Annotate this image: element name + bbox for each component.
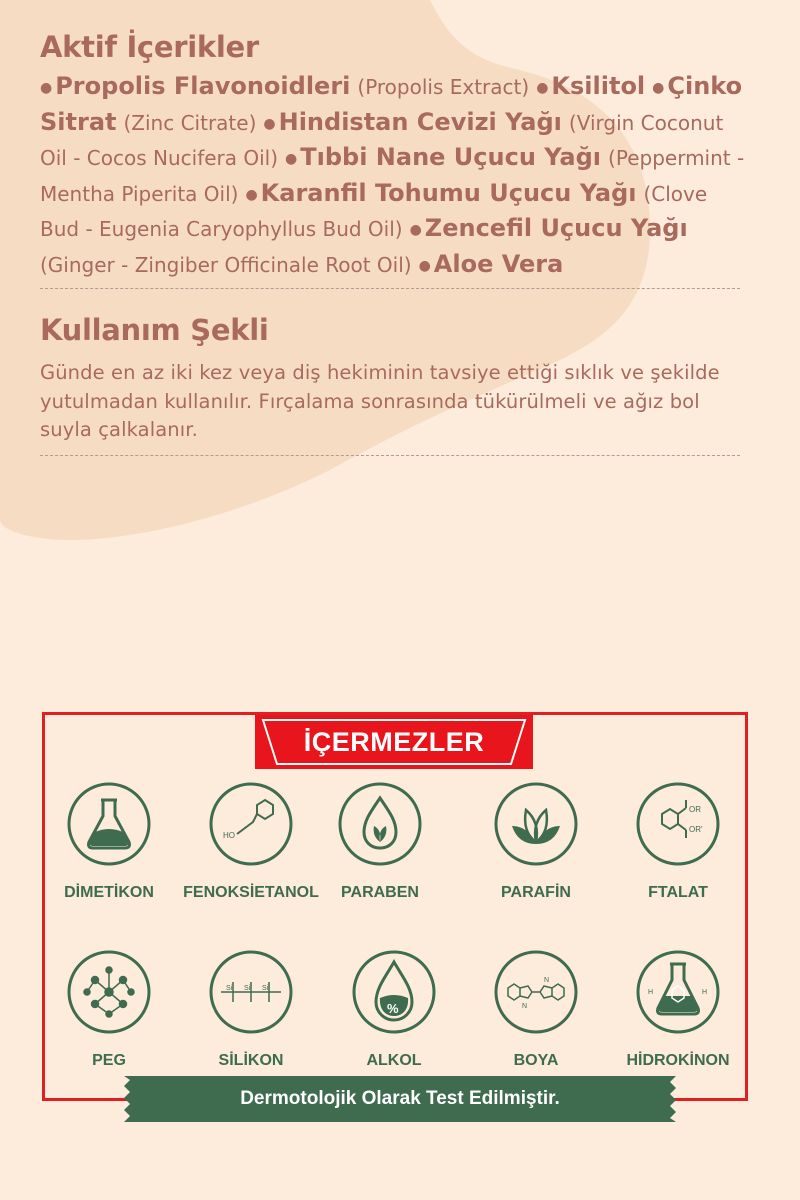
svg-text:N: N bbox=[544, 977, 550, 984]
bullet-icon: ● bbox=[536, 80, 549, 96]
ingredient-inci: (Zinc Citrate) bbox=[123, 110, 257, 135]
exclude-label: PARAFİN bbox=[501, 884, 571, 901]
ingredient-item bbox=[536, 72, 646, 100]
exclude-label: SİLİKON bbox=[218, 1052, 284, 1069]
drop-leaf-icon bbox=[338, 782, 422, 866]
flask-icon bbox=[67, 782, 151, 866]
ingredient-item bbox=[418, 249, 564, 278]
ingredients-title: Aktif İçerikler bbox=[40, 30, 259, 64]
exclude-item bbox=[176, 950, 326, 1070]
divider bbox=[40, 455, 740, 456]
ingredient-inci: (Ginger - Zingiber Officinale Root Oil) bbox=[40, 252, 412, 277]
exclude-item bbox=[176, 782, 326, 902]
exclude-item bbox=[461, 950, 611, 1070]
exclude-item bbox=[603, 950, 753, 1070]
footer-text: Dermotolojik Olarak Test Edilmiştir. bbox=[240, 1088, 560, 1109]
exclude-item bbox=[305, 782, 455, 902]
ingredient-inci: (Peppermint - Mentha Piperita Oil) bbox=[40, 146, 745, 206]
svg-text:N: N bbox=[522, 1003, 528, 1010]
exclude-label: BOYA bbox=[513, 1052, 559, 1069]
exclude-item bbox=[603, 782, 753, 902]
ingredient-inci: (Propolis Extract) bbox=[357, 75, 530, 99]
exclude-label: PEG bbox=[92, 1052, 126, 1069]
bullet-icon: ● bbox=[285, 151, 298, 167]
svg-text:%: % bbox=[387, 1001, 399, 1016]
svg-text:OR: OR bbox=[689, 805, 701, 814]
exclude-label: PARABEN bbox=[341, 884, 419, 901]
svg-text:H: H bbox=[648, 989, 654, 996]
exclude-item bbox=[461, 782, 611, 902]
ingredient-item bbox=[40, 72, 530, 100]
dye-molecule-icon bbox=[494, 950, 578, 1034]
svg-text:Si: Si bbox=[262, 985, 269, 992]
bullet-icon: ● bbox=[418, 257, 431, 274]
excludes-title: İÇERMEZLER bbox=[303, 727, 485, 757]
exclude-label: DİMETİKON bbox=[64, 884, 154, 901]
phenoxyethanol-molecule-icon bbox=[209, 782, 293, 866]
ingredient-name: Çinko Sitrat bbox=[40, 72, 743, 136]
divider bbox=[40, 288, 740, 289]
svg-text:HO: HO bbox=[223, 831, 235, 840]
main-content bbox=[40, 30, 745, 456]
svg-text:H: H bbox=[702, 989, 708, 996]
ingredient-name: Propolis Flavonoidleri bbox=[55, 72, 351, 100]
exclude-label: FTALAT bbox=[648, 884, 708, 901]
bullet-icon: ● bbox=[245, 186, 258, 203]
excludes-banner bbox=[255, 715, 533, 769]
bullet-icon: ● bbox=[652, 80, 665, 96]
alcohol-drop-icon bbox=[352, 950, 436, 1034]
leaves-icon bbox=[494, 782, 578, 866]
bullet-icon: ● bbox=[263, 115, 276, 132]
ingredient-inci: (Clove Bud - Eugenia Caryophyllus Bud Oil) bbox=[40, 181, 708, 241]
exclude-item bbox=[34, 782, 184, 902]
bullet-icon: ● bbox=[409, 222, 422, 238]
svg-text:OR': OR' bbox=[689, 825, 703, 834]
ingredient-name: Aloe Vera bbox=[433, 249, 564, 278]
exclude-label: HİDROKİNON bbox=[626, 1052, 730, 1069]
phthalate-molecule-icon bbox=[636, 782, 720, 866]
bullet-icon: ● bbox=[40, 80, 53, 96]
svg-text:Si: Si bbox=[226, 985, 233, 992]
exclude-label: ALKOL bbox=[366, 1052, 422, 1069]
usage-title: Kullanım Şekli bbox=[40, 313, 269, 347]
ingredient-name: Hindistan Cevizi Yağı bbox=[278, 107, 562, 136]
hydroquinone-flask-icon bbox=[636, 950, 720, 1034]
ingredients-list bbox=[40, 70, 745, 283]
exclude-label: FENOKSİETANOL bbox=[183, 884, 319, 901]
exclude-item bbox=[319, 950, 469, 1070]
ingredient-name: Tıbbi Nane Uçucu Yağı bbox=[300, 143, 602, 171]
ingredient-name: Zencefil Uçucu Yağı bbox=[424, 214, 688, 242]
usage-text: Günde en az iki kez veya diş hekiminin tavsiye ettiği sıklık ve şekilde yutulmadan kullanılır. Fırçalama sonrasında tükürülmeli ve ağız bol suyla çalkalanır. bbox=[40, 361, 720, 441]
exclude-item bbox=[34, 950, 184, 1070]
ingredient-name: Karanfil Tohumu Uçucu Yağı bbox=[260, 178, 637, 207]
ingredient-inci: (Virgin Coconut Oil - Cocos Nucifera Oil) bbox=[40, 110, 724, 170]
svg-text:Si: Si bbox=[244, 985, 251, 992]
molecule-network-icon bbox=[67, 950, 151, 1034]
ingredient-name: Ksilitol bbox=[551, 72, 646, 100]
silicone-chain-icon bbox=[209, 950, 293, 1034]
